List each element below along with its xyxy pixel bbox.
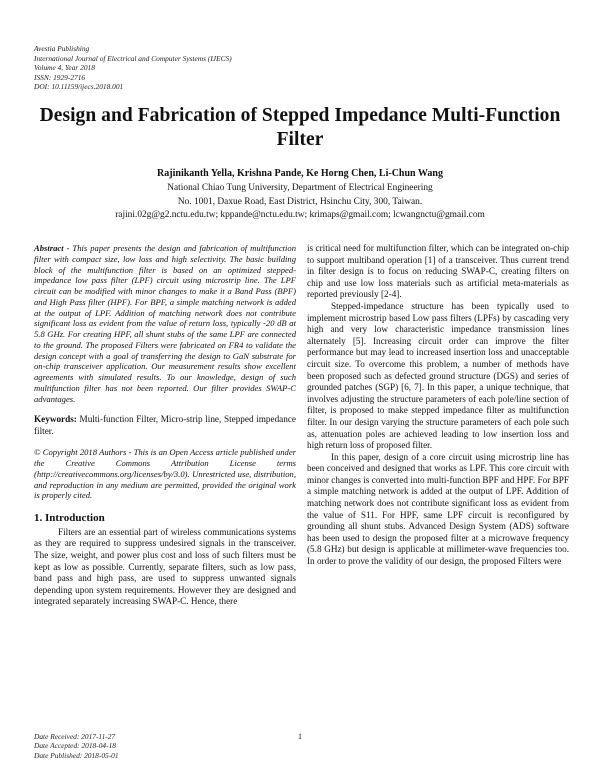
intro-paragraph-3: Stepped-impedance structure has been typically used to implement microstrip based Low pass filters (LPFs) by cascading very high and very low characteristic impedance transmission lines alternately [5]. Increasing circuit order can improve the filter performance but may lead to increased insertion loss and unacceptable circuit size. To overcome this problem, a number of methods have been proposed such as defected ground structure (DGS) and series of grounded patches (SGP) [6, 7]. In this paper, a unique technique, that involves adjusting the structure parameters of each pole/line section of filter, is proposed to make stepped impedance filter as multifunction filter. In our design varying the structure parameters of each pole such as, attenuation poles are achieved leading to low insertion loss and high return loss of proposed filter. (307, 300, 569, 451)
date-published: Date Published: 2018-05-01 (34, 750, 119, 760)
journal-header (34, 44, 232, 92)
publisher-name: Avestia Publishing (34, 44, 90, 53)
left-column (34, 243, 296, 608)
author-list: Rajinikanth Yella, Krishna Pande, Ke Horng Chen, Li-Chun Wang (157, 168, 443, 179)
date-received: Date Received: 2017-11-27 (34, 732, 116, 741)
keywords-label: Keywords: (34, 414, 77, 425)
journal-volume: Volume 4, Year 2018 (34, 63, 95, 73)
intro-paragraph-1: Filters are an essential part of wireless communications systems as they are required to suppress undesired signals in the transceiver. The size, weight, and power plus cost and loss of such filters must be kept as low as possible. Currently, separate filters, such as low pass, band pass and high pass, are used to suppress unwanted signals depending upon system requirements. However they are designed and integrated separately increasing SWAP-C. Hence, there (34, 526, 296, 607)
affiliation-institution: National Chiao Tung University, Department of Electrical Engineering (167, 183, 433, 193)
abstract (34, 243, 296, 404)
date-accepted: Date Accepted: 2018-04-18 (34, 741, 116, 751)
affiliation-emails[interactable]: rajini.02g@g2.nctu.edu.tw; kppande@nctu.edu.tw; krimaps@gmail.com; lcwangnctu@gmail.com (115, 210, 485, 220)
journal-issn: ISSN: 1929-2716 (34, 72, 86, 82)
right-column (307, 243, 569, 568)
section-heading-introduction: 1. Introduction (34, 512, 105, 525)
keywords-text: Multi-function Filter, Micro-strip line, Stepped impedance filter. (34, 414, 296, 436)
affiliation-address: No. 1001, Daxue Road, East District, Hsinchu City, 300, Taiwan. (177, 196, 423, 207)
intro-paragraph-2: is critical need for multifunction filter, which can be integrated on-chip to support multiband operation [1] of a transceiver. Thus current trend in filter design is to focus on reducing SWAP-C, creating filters on chip and use low loss materials such as artificial meta-materials as reported previously [2-4]. (307, 243, 569, 300)
abstract-label: Abstract (34, 243, 64, 253)
paper-title: Design and Fabrication of Stepped Impedance Multi-Function Filter (39, 105, 561, 150)
keywords (34, 414, 296, 437)
journal-name: International Journal of Electrical and Computer Systems (IJECS) (34, 53, 232, 63)
abstract-text: - This paper presents the design and fabrication of multifunction filter with compact size, low loss and high selectivity. The basic building block of the multifunction filter is based on an optimized stepped-impedance low pass filter (LPF) circuit using microstrip line. The LPF circuit can be modified with minor changes to make it a Band Pass (BPF) and High Pass filter (HPF). For BPF, a simple matching network is added at the output of LPF. Addition of matching network does not contribute significant loss as evident from the value of return loss, typically -20 dB at 5.8 GHz. For creating HPF, all shunt stubs of the same LPF are connected to the ground. The proposed Filters were fabricated on FR4 to validate the design concept with a goal of transferring the design to GaN substrate for on-chip transceiver application. Our measurement results show excellent agreements with simulated results. To our knowledge, design of such multifunction filter has not been reported. Our filter provides SWAP-C advantages. (34, 243, 296, 404)
page-number: 1 (298, 732, 302, 741)
intro-paragraph-4: In this paper, design of a core circuit using microstrip line has been conceived and designed that works as LPF. This core circuit with minor changes is converted into multi-function BPF and HPF. For BPF a simple matching network is added at the output of LPF. Addition of matching network does not contribute significant loss as evident from the value of S11. For HPF, same LPF circuit is reconfigured by grounding all shunt stubs. Advanced Design System (ADS) software has been used to design the proposed filter at a microwave frequency (5.8 GHz) but design is applicable at millimeter-wave frequencies too. In order to prove the validity of our design, the proposed Filters were (307, 451, 569, 567)
copyright-notice: © Copyright 2018 Authors - This is an Open Access article published under the Creative Commons Attribution License terms (http://creativecommons.org/licenses/by/3.0). Unrestricted use, distribution, and reproduction in any medium are permitted, provided the original work is properly cited. (34, 447, 296, 501)
journal-doi: DOI: 10.11159/ijecs.2018.001 (34, 82, 124, 92)
